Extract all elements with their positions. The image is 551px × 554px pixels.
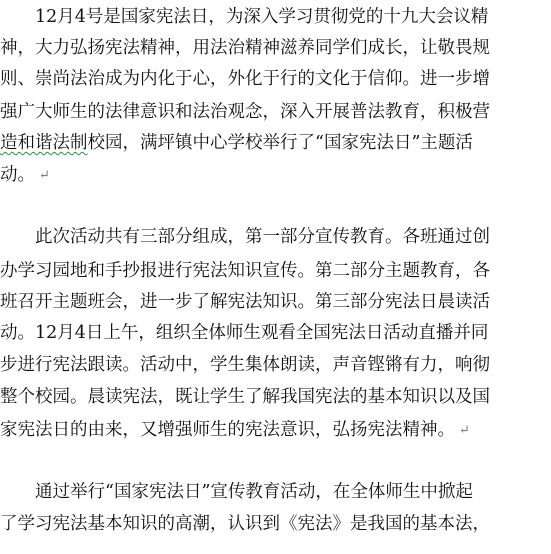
paragraph-2-line-1: 此次活动共有三部分组成，第一部分宣传教育。各班通过创	[0, 227, 490, 247]
paragraph-2-line-7	[0, 415, 551, 445]
paragraph-1-line-2: 神，大力弘扬宪法精神，用法治精神滋养同学们成长，让敬畏规	[0, 38, 490, 58]
paragraph-mark-icon: ↵	[459, 423, 470, 438]
paragraph-mark-icon: ↵	[39, 168, 50, 183]
paragraph-3-line-1: 通过举行“国家宪法日”宣传教育活动，在全体师生中掀起	[0, 482, 473, 502]
paragraph-2-last-line: 家宪法日的由来，又增强师生的宪法意识，弘扬宪法精神。	[0, 420, 455, 440]
paragraph-1-line-1: 12月4号是国家宪法日，为深入学习贯彻党的十九大会议精	[0, 7, 489, 27]
paragraph-2-line-2: 办学习园地和手抄报进行宪法知识宣传。第二部分主题教育，各	[0, 261, 490, 281]
paragraph-2-line-6: 整个校园。晨读宪法，既让学生了解我国宪法的基本知识以及国	[0, 387, 490, 407]
spellcheck-underlined-text: 造和谐法制	[0, 133, 88, 153]
paragraph-3-line-2: 了学习宪法基本知识的高潮，认识到《宪法》是我国的基本法，	[0, 514, 490, 534]
paragraph-2-line-3: 班召开主题班会，进一步了解宪法知识。第三部分宪法日晨读活	[0, 292, 490, 312]
paragraph-1-line-4: 强广大师生的法律意识和法治观念，深入开展普法教育，积极营	[0, 102, 490, 122]
paragraph-1-line-5	[0, 128, 551, 158]
paragraph-1-line-5-rest: 校园，满坪镇中心学校举行了“国家宪法日”主题活	[87, 133, 473, 153]
paragraph-2-line-4: 动。12月4日上午，组织全体师生观看全国宪法日活动直播并同	[0, 323, 489, 343]
paragraph-2-line-5: 步进行宪法跟读。活动中，学生集体朗读，声音铿锵有力，响彻	[0, 355, 490, 375]
paragraph-1-line-6	[0, 160, 551, 190]
paragraph-1-line-3: 则、崇尚法治成为内化于心，外化于行的文化于信仰。进一步增	[0, 69, 490, 89]
paragraph-1-last-line: 动。	[0, 165, 35, 185]
